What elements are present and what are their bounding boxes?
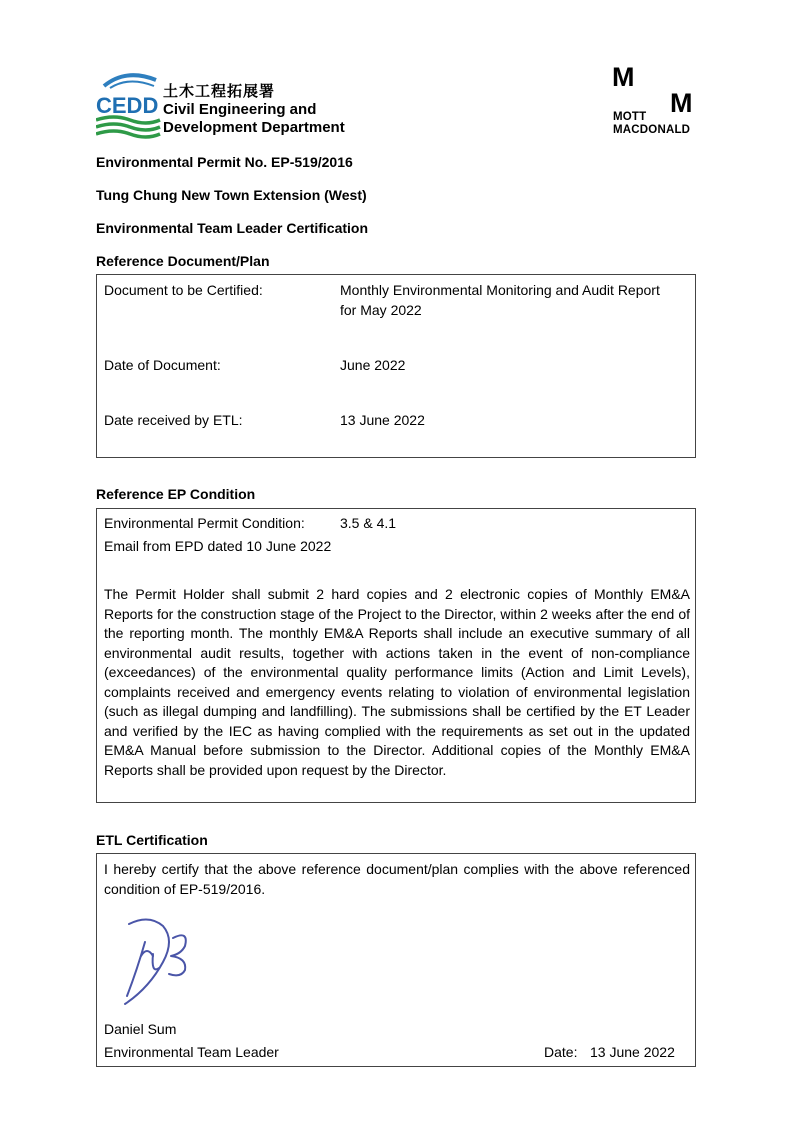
ep-condition-body: The Permit Holder shall submit 2 hard copies and 2 electronic copies of Monthly EM&A Reports for the construction stage of the Project to the Director, within 2 weeks after the end of the reporting month. The monthly EM&A Reports shall include an executive summary of all environmental audit results, together with actions taken in the event of non-compliance (exceedances) of the environmental quality performance limits (Action and Limit Levels), complaints received and emergency events relating to violation of environmental legislation (such as illegal dumping and landfilling). The submissions shall be certified by the ET Leader and verified by the IEC as having complied with the requirements as set out in the updated EM&A Manual before submission to the Director. Additional copies of the Monthly EM&A Reports shall be provided upon request by the Director. xyxy=(104,586,690,778)
mm-letter-top: M xyxy=(612,62,635,92)
cedd-logo xyxy=(96,70,396,140)
certification-title: Environmental Team Leader Certification xyxy=(96,220,369,236)
reference-document-box xyxy=(96,274,696,458)
cedd-chinese-name: 土木工程拓展署 xyxy=(163,83,276,100)
mott-macdonald-logo xyxy=(612,62,702,140)
certification-date-label: Date: xyxy=(544,1044,578,1060)
mm-name-line1: MOTT xyxy=(613,111,647,123)
mm-letter-bottom: M xyxy=(670,88,693,118)
handwritten-signature xyxy=(119,916,199,1011)
reference-ep-heading: Reference EP Condition xyxy=(96,486,256,502)
etl-certification-box xyxy=(96,853,696,1067)
document-value-line2: for May 2022 xyxy=(340,301,422,318)
reference-ep-box xyxy=(96,508,696,803)
ep-condition-value: 3.5 & 4.1 xyxy=(340,515,397,531)
date-of-document-label: Date of Document: xyxy=(104,357,221,373)
certification-date-value: 13 June 2022 xyxy=(590,1044,675,1060)
cedd-acronym: CEDD xyxy=(96,93,159,118)
reference-document-heading: Reference Document/Plan xyxy=(96,253,270,269)
ep-condition-label: Environmental Permit Condition: xyxy=(104,515,305,531)
cedd-english-line1: Civil Engineering and xyxy=(163,101,317,118)
date-received-label: Date received by ETL: xyxy=(104,412,243,428)
etl-certification-heading: ETL Certification xyxy=(96,832,208,848)
mm-name-line2: MACDONALD xyxy=(613,124,691,136)
signatory-name: Daniel Sum xyxy=(104,1021,177,1037)
document-value-line1: Monthly Environmental Monitoring and Audit Report xyxy=(340,282,660,298)
project-name: Tung Chung New Town Extension (West) xyxy=(96,187,367,203)
document-label: Document to be Certified: xyxy=(104,282,263,298)
cedd-english-line2: Development Department xyxy=(163,119,345,136)
date-received-value: 13 June 2022 xyxy=(340,412,425,428)
date-of-document-value: June 2022 xyxy=(340,357,406,373)
certification-statement: I hereby certify that the above reference document/plan complies with the above referenced condition of EP-519/2016. xyxy=(104,861,690,897)
epd-email-line: Email from EPD dated 10 June 2022 xyxy=(104,538,332,554)
signatory-title: Environmental Team Leader xyxy=(104,1044,279,1060)
permit-number: Environmental Permit No. EP-519/2016 xyxy=(96,154,353,170)
cedd-emblem-icon xyxy=(96,70,162,140)
